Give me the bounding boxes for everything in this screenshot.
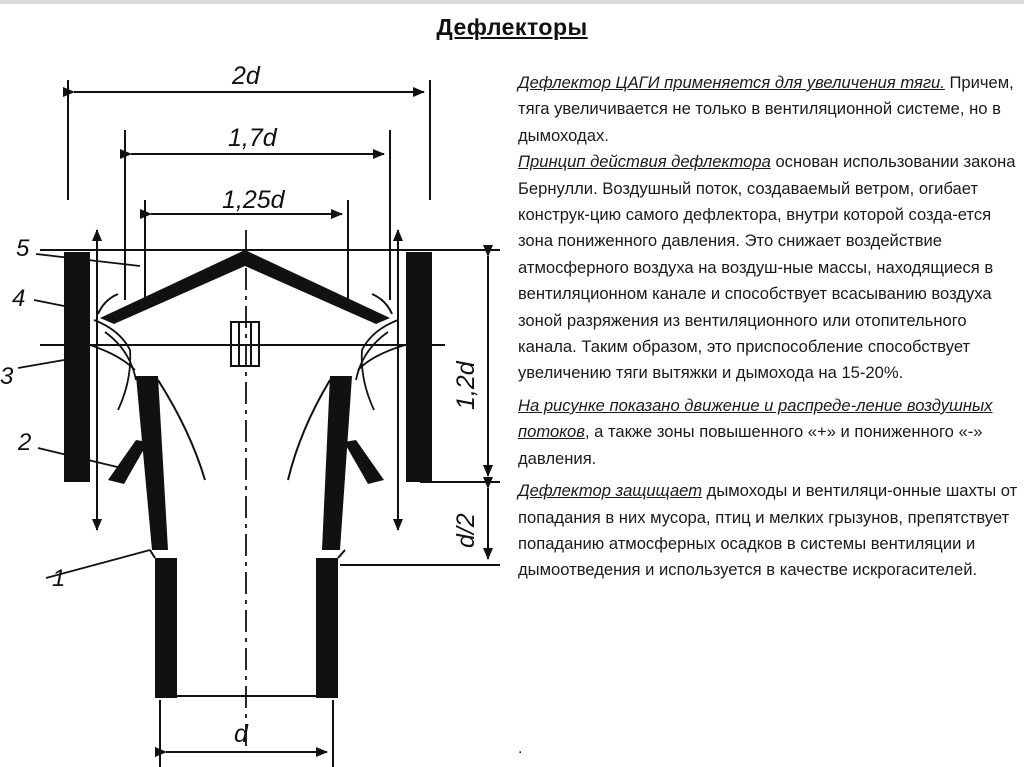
page-title: Дефлекторы — [436, 14, 588, 40]
diffuser-right-wall — [322, 376, 352, 550]
paragraph-2-body: основан использовании закона Бернулли. Воздушный поток, создаваемый ветром, огибает конструк-цию самого дефлектора, внутри которой созда-ется зона пониженного давления. Это снижает воздействие атмосферного воздуха на воздуш-ные массы, находящиеся в вентиляционном канале и способствует всасыванию воздуха зоной разряжения из вентиляционного или отопительного канала. Таким образом, это приспособление способствует увеличению тяги вытяжки и дымохода на 15-20%. — [518, 152, 1016, 383]
diffuser-left-wall — [136, 376, 168, 550]
pipe-left-wall — [155, 558, 177, 698]
part-label-1: 1 — [52, 565, 66, 592]
paragraph-2 — [518, 149, 1018, 387]
deflector-diagram — [0, 50, 500, 767]
flange-left — [108, 440, 148, 484]
trailing-dot: . — [518, 740, 523, 757]
pipe-right-wall — [316, 558, 338, 698]
paragraph-3-body: , а также зоны повышенного «+» и пониженного «-» давления. — [518, 422, 983, 468]
paragraph-3 — [518, 393, 1018, 472]
outer-shell-left — [64, 252, 90, 482]
label-1-25d: 1,25d — [222, 186, 285, 214]
paragraph-1-heading: Дефлектор ЦАГИ применяется для увеличения тяги. — [518, 73, 945, 92]
paragraph-1 — [518, 70, 1018, 149]
outer-shell-right — [406, 252, 432, 482]
paragraph-2-heading: Принцип действия дефлектора — [518, 152, 771, 172]
description-text — [518, 70, 1018, 584]
part-label-4: 4 — [12, 285, 26, 312]
paragraph-4 — [518, 478, 1018, 584]
top-border — [0, 0, 1024, 4]
label-1-7d: 1,7d — [228, 124, 277, 152]
part-label-3: 3 — [0, 363, 14, 390]
label-2d: 2d — [232, 62, 260, 90]
cap-cone — [100, 250, 390, 324]
paragraph-1-body: Причем, тяга увеличивается не только в вентиляционной системе, но в дымоходах. — [518, 73, 1014, 145]
paragraph-4-body: дымоходы и вентиляци-онные шахты от попадания в них мусора, птиц и мелких грызунов, препятствует попаданию атмосферных осадков в системы вентиляции и дымоотведения и используется в качестве искрогасителей. — [518, 481, 1018, 580]
paragraph-3-heading: На рисунке показано движение и распреде-ление воздушных потоков — [518, 395, 993, 442]
label-d: d — [234, 720, 248, 748]
flange-right — [344, 440, 384, 484]
label-1-2d: 1,2d — [452, 361, 480, 410]
paragraph-4-heading: Дефлектор защищает — [518, 481, 703, 501]
part-label-2: 2 — [18, 429, 32, 456]
part-label-5: 5 — [16, 235, 30, 262]
label-d2: d/2 — [452, 513, 480, 548]
